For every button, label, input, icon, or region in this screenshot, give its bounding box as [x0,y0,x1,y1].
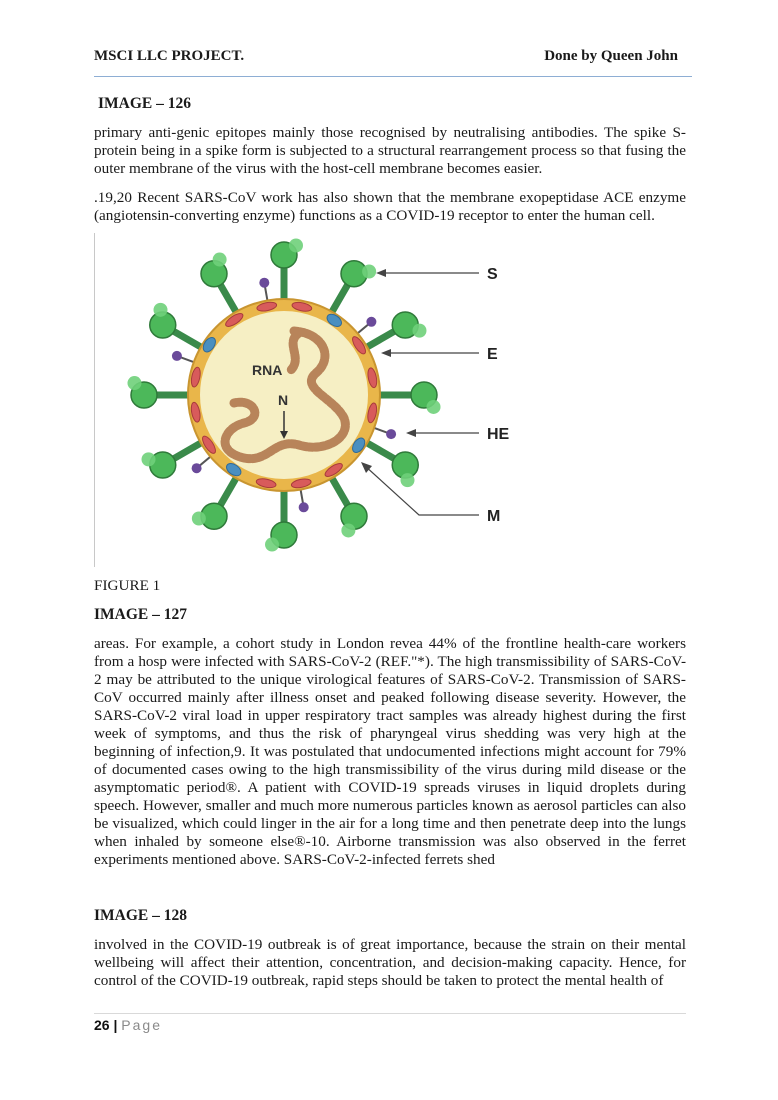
page-footer [94,1017,162,1033]
he-protein [366,317,376,327]
he-arrowhead [406,429,416,437]
figure-caption: FIGURE 1 [94,577,161,594]
spike-head-lobe [213,253,227,267]
heading-image-128: IMAGE – 128 [94,907,187,924]
m-label: M [487,508,501,525]
spike-head-lobe [427,400,441,414]
e-arrowhead [381,349,391,357]
n-label: N [278,392,289,408]
spike-head-lobe [154,303,168,317]
header-author: Done by Queen John [544,48,678,64]
paragraph-ace-receptor: .19,20 Recent SARS-CoV work has also shown that the membrane exopeptidase ACE enzyme (angiotensin-converting enzyme) functions as a COVID-19 receptor to enter the human cell. [94,189,686,224]
spike-head-lobe [400,473,414,487]
heading-image-127: IMAGE – 127 [94,606,187,623]
footer-rule [94,1013,686,1014]
paragraph-mental-health: involved in the COVID-19 outbreak is of great importance, because the strain on their mental wellbeing will affect their attention, concentration, and decision-making capacity. Hence, for control of the COVID-19 outbreak, rapid steps should be taken to protect the mental health of [94,936,686,989]
m-leader-line [364,465,479,515]
s-label: S [487,266,498,283]
page-number: 26 [94,1017,110,1033]
he-protein [259,278,269,288]
footer-separator: | [113,1017,118,1033]
he-protein [172,351,182,361]
spike-head-lobe [142,452,156,466]
he-protein [386,429,396,439]
coronavirus-diagram [94,233,534,567]
spike-head-lobe [265,538,279,552]
header-project-title: MSCI LLC PROJECT. [94,48,245,64]
s-arrowhead [376,269,386,277]
he-protein [299,502,309,512]
he-protein [192,463,202,473]
spike-head-lobe [289,238,303,252]
spike-head-lobe [412,324,426,338]
spike-head-lobe [362,265,376,279]
paragraph-transmission: areas. For example, a cohort study in London revea 44% of the frontline health-care workers from a hosp were infected with SARS-CoV-2 (REF."*). The high transmissibility of SARS-CoV-2 may be attributed to the unique virological features of SARS-CoV-2. Transmission of SARS-CoV occurred mainly after illness onset and peaked following disease severity. However, the SARS-CoV-2 viral load in upper respiratory tract samples was already highest during the first week of symptoms, and thus the risk of pharyngeal virus shedding was very high at the beginning of infection,9. It was postulated that undocumented infections might account for 79% of documented cases owing to the high transmissibility of the virus during mild disease or the asymptomatic period®. A patient with COVID-19 spreads viruses in liquid droplets during speech. However, smaller and much more numerous particles known as aerosol particles can also be visualized, which could linger in the air for a long time and then penetrate deep into the lungs when inhaled by someone else®-10. Airborne transmission was also observed in the ferret experiments mentioned above. SARS-CoV-2-infected ferrets shed [94,635,686,868]
page-header [94,46,692,77]
rna-label: RNA [252,362,283,378]
spike-head-lobe [127,376,141,390]
heading-image-126: IMAGE – 126 [98,95,191,112]
spike-head-lobe [192,511,206,525]
e-label: E [487,346,498,363]
spike-head-lobe [341,523,355,537]
paragraph-epitopes: primary anti-genic epitopes mainly those recognised by neutralising antibodies. The spike S-protein being in a spike form is subjected to a structural rearrangement process so that fusing the outer membrane of the virus with the host-cell membrane becomes easier. [94,124,686,177]
coronavirus-structure-figure [94,233,534,567]
he-label: HE [487,426,510,443]
figure-left-border [94,233,95,567]
page-label: Page [121,1017,162,1033]
